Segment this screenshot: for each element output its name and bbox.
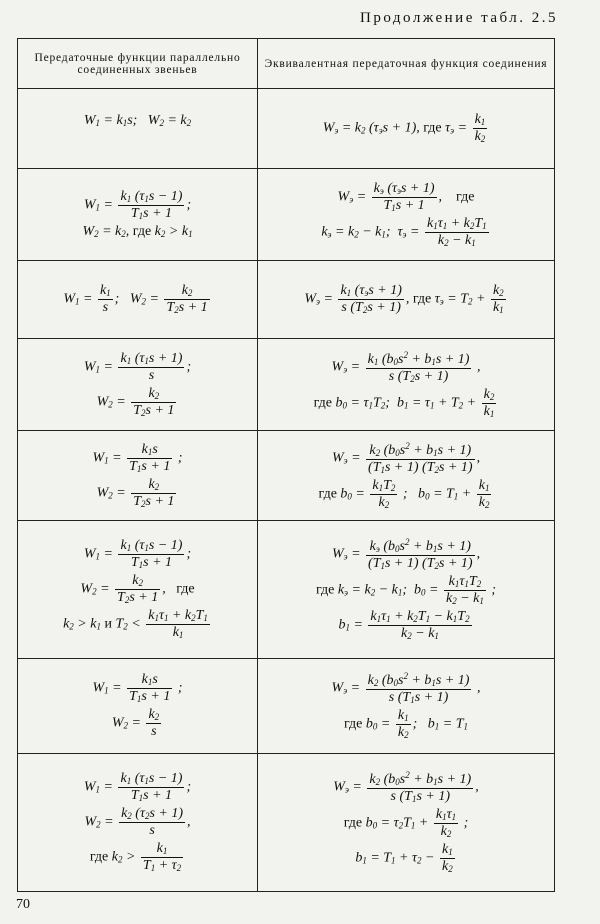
row-7-equivalent: $W_э$ = $\frac{k_2 (b_0s^2 + b_1s + 1)}{s (T_1s + 1)}$ , где $b_0$ = $\frac{k_1}{k_2}$ ; $b_1 = T_1$ [258, 659, 555, 754]
table-row [18, 431, 555, 521]
page-number: 70 [16, 897, 30, 912]
row-5-equivalent: $W_э$ = $\frac{k_2 (b_0s^2 + b_1s + 1)}{(T_1s + 1) (T_2s + 1)}$ , где $b_0$ = $\frac{k_1T_2}{k_2}$ ; $b_0 = T_1$ + $\frac{k_1}{k_2}$ [258, 431, 555, 521]
row-1-links: $W_1 = k_1s$; $W_2 = k_2$ [18, 89, 258, 169]
table-row [18, 89, 555, 169]
table-row [18, 754, 555, 892]
row-3-equivalent: $W_э$ = $\frac{k_1 (\tau_эs + 1)}{s (T_2s + 1)}$ , где $\tau_э = T_2$ + $\frac{k_2}{k_1}$ [258, 261, 555, 339]
column-header-equivalent-function: Эквивалентная передаточная функция соединения [258, 39, 555, 89]
row-2-links: $W_1$ = $\frac{k_1 (\tau_1s - 1)}{T_1s + 1}$ ; $W_2 = k_2$, где $k_2 > k_1$ [18, 169, 258, 261]
row-6-links: $W_1$ = $\frac{k_1 (\tau_1s - 1)}{T_1s + 1}$ ; $W_2$ = $\frac{k_2}{T_2s + 1}$ , где $k_2 > k_1$ и $T_2$ < $\frac{k_1\tau_1 + k_2T_1}{k_1}$ [18, 521, 258, 659]
row-1-equivalent: $W_э = k_2$ $(\tau_эs + 1)$, где $\tau_э$ = $\frac{k_1}{k_2}$ [258, 89, 555, 169]
row-2-equivalent: $W_э$ = $\frac{k_э (\tau_эs + 1)}{T_1s + 1}$ , где $k_э = k_2 - k_1$; $\tau_э$ = $\frac{k_1\tau_1 + k_2T_1}{k_2 - k_1}$ [258, 169, 555, 261]
row-3-links: $W_1$ = $\frac{k_1}{s}$ ; $W_2$ = $\frac{k_2}{T_2s + 1}$ [18, 261, 258, 339]
continuation-label: Продолжение табл. 2.5 [360, 10, 558, 26]
transfer-function-table [17, 38, 555, 892]
row-8-links: $W_1$ = $\frac{k_1 (\tau_1s - 1)}{T_1s + 1}$ ; $W_2$ = $\frac{k_2 (\tau_2s + 1)}{s}$ , где $k_2$ > $\frac{k_1}{T_1 + \tau_2}$ [18, 754, 258, 892]
row-6-equivalent: $W_э$ = $\frac{k_э (b_0s^2 + b_1s + 1)}{(T_1s + 1) (T_2s + 1)}$ , где $k_э = k_2 - k_1$; $b_0$ = $\frac{k_1\tau_1T_2}{k_2 - k_1}$ ; $b_1$ = $\frac{k_1\tau_1 + k_2T_1 - k_1T_2}{k_2 - k_1}$ [258, 521, 555, 659]
table-row [18, 261, 555, 339]
table-header-row [18, 39, 555, 89]
table-row [18, 339, 555, 431]
row-8-equivalent: $W_э$ = $\frac{k_2 (b_0s^2 + b_1s + 1)}{s (T_1s + 1)}$ , где $b_0 = \tau_2T_1$ + $\frac{k_1\tau_1}{k_2}$ ; $b_1 = T_1 + \tau_2$ − $\frac{k_1}{k_2}$ [258, 754, 555, 892]
row-5-links: $W_1$ = $\frac{k_1s}{T_1s + 1}$ ; $W_2$ = $\frac{k_2}{T_2s + 1}$ [18, 431, 258, 521]
row-4-equivalent: $W_э$ = $\frac{k_1 (b_0s^2 + b_1s + 1)}{s (T_2s + 1)}$ , где $b_0 = \tau_1T_2$; $b_1 = \tau_1 + T_2$ + $\frac{k_2}{k_1}$ [258, 339, 555, 431]
table-row [18, 521, 555, 659]
row-4-links: $W_1$ = $\frac{k_1 (\tau_1s + 1)}{s}$ ; $W_2$ = $\frac{k_2}{T_2s + 1}$ [18, 339, 258, 431]
table-row [18, 169, 555, 261]
column-header-parallel-links: Передаточные функции параллельно соединенных звеньев [18, 39, 258, 89]
row-7-links: $W_1$ = $\frac{k_1s}{T_1s + 1}$ ; $W_2$ = $\frac{k_2}{s}$ [18, 659, 258, 754]
table-row [18, 659, 555, 754]
